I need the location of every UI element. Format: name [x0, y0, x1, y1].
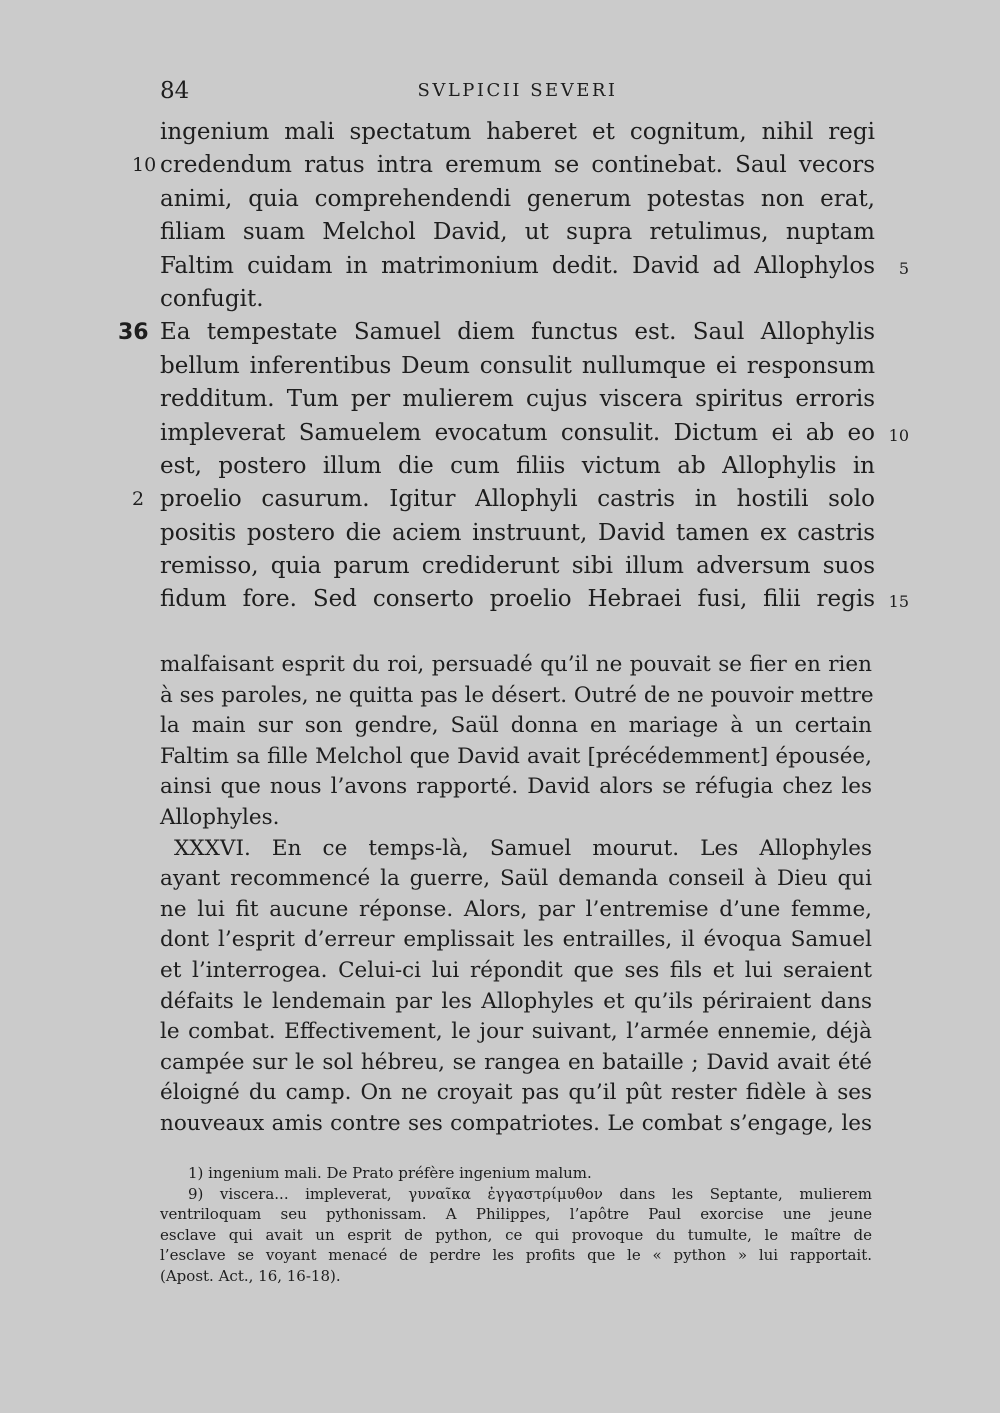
line-number: 5	[898, 258, 909, 278]
latin-line-text: bellum inferentibus Deum consulit nullumque ei responsum	[160, 352, 875, 379]
latin-line	[160, 550, 875, 583]
french-line: ne lui fit aucune réponse. Alors, par l’entremise d’une femme,	[160, 896, 872, 922]
french-line: malfaisant esprit du roi, persuadé qu’il ne pouvait se fier en rien	[160, 652, 872, 677]
latin-text-block	[118, 116, 909, 617]
footnote-line: (Apost. Act., 16, 16-18).	[160, 1266, 341, 1285]
latin-line-text: ingenium mali spectatum haberet et cognitum, nihil regi	[160, 119, 875, 145]
french-translation	[160, 650, 872, 1140]
latin-line	[160, 583, 909, 616]
latin-line	[160, 417, 909, 450]
french-line: Faltim sa fille Melchol que David avait [précédemment] épousée,	[160, 743, 872, 769]
line-number: 10	[888, 425, 909, 445]
footnote-line: esclave qui avait un esprit de python, ce qui provoque du tumulte, le maître de	[160, 1225, 872, 1244]
latin-line	[160, 116, 875, 149]
french-line: la main sur son gendre, Saül donna en mariage à un certain	[160, 713, 872, 739]
latin-line-text: credendum ratus intra eremum se continebat. Saul vecors	[160, 152, 875, 179]
footnote-line: 9) viscera... impleverat, γυναῖκα ἐγγαστρίμυθον dans les Septante, mulierem	[188, 1184, 872, 1203]
latin-line	[132, 483, 875, 516]
latin-line-text: filiam suam Melchol David, ut supra retulimus, nuptam	[160, 219, 875, 246]
latin-line	[118, 316, 875, 349]
french-line: ainsi que nous l’avons rapporté. David alors se réfugia chez les	[160, 774, 872, 800]
line-number: 10	[132, 154, 157, 177]
french-line: nouveaux amis contre ses compatriotes. Le combat s’engage, les	[160, 1110, 872, 1136]
latin-line	[160, 350, 875, 383]
french-line: le combat. Effectivement, le jour suivant, l’armée ennemie, déjà	[160, 1019, 872, 1045]
latin-line	[160, 383, 875, 416]
page-header	[160, 78, 875, 110]
french-line: dont l’esprit d’erreur emplissait les entrailles, il évoqua Samuel	[160, 927, 872, 953]
latin-line-text: Ea tempestate Samuel diem functus est. Saul Allophylis	[160, 319, 875, 346]
footnote-line: l’esclave se voyant menacé de perdre les profits que le « python » lui rapportait.	[160, 1246, 872, 1265]
latin-line	[160, 183, 875, 216]
line-number: 15	[888, 592, 909, 612]
french-line: défaits le lendemain par les Allophyles et qu’ils périraient dans	[160, 988, 872, 1014]
french-line: et l’interrogea. Celui-ci lui répondit que ses fils et lui seraient	[160, 957, 872, 983]
french-line: Allophyles.	[160, 804, 280, 830]
latin-line-text: remisso, quia parum crediderunt sibi illum adversum suos	[160, 553, 875, 580]
latin-line-text: Faltim cuidam in matrimonium dedit. David ad Allophylos	[160, 252, 875, 279]
footnotes	[160, 1163, 872, 1287]
latin-line-text: redditum. Tum per mulierem cujus viscera spiritus erroris	[160, 386, 875, 413]
latin-line	[160, 450, 875, 483]
french-line: éloigné du camp. On ne croyait pas qu’il pût rester fidèle à ses	[160, 1080, 872, 1106]
latin-line-text: impleverat Samuelem evocatum consulit. Dictum ei ab eo	[160, 419, 875, 446]
running-head: SVLPICII SEVERI	[417, 80, 618, 101]
latin-line	[160, 517, 875, 550]
latin-line	[132, 149, 875, 182]
page-number: 84	[160, 78, 190, 104]
section-number: 36	[118, 320, 149, 346]
line-number: 2	[132, 488, 145, 511]
french-line: à ses paroles, ne quitta pas le désert. Outré de ne pouvoir mettre	[160, 682, 874, 708]
latin-line	[160, 283, 875, 316]
footnote-line: 1) ingenium mali. De Prato préfère ingenium malum.	[188, 1164, 592, 1182]
latin-line-text: fidum fore. Sed conserto proelio Hebraei fusi, filii regis	[160, 586, 875, 613]
french-line: ayant recommencé la guerre, Saül demanda conseil à Dieu qui	[160, 866, 872, 892]
latin-line-text: est, postero illum die cum filiis victum ab Allophylis in	[160, 452, 875, 479]
latin-line-text: proelio casurum. Igitur Allophyli castris in hostili solo	[160, 486, 875, 513]
footnote-line: ventriloquam seu pythonissam. A Philippes, l’apôtre Paul exorcise une jeune	[160, 1205, 872, 1224]
latin-line	[160, 216, 875, 249]
latin-line-text: animi, quia comprehendendi generum potestas non erat,	[160, 185, 875, 212]
latin-line-text: positis postero die aciem instruunt, David tamen ex castris	[160, 519, 875, 546]
latin-line-text: confugit.	[160, 285, 264, 312]
french-line: XXXVI. En ce temps-là, Samuel mourut. Les Allophyles	[174, 835, 872, 861]
french-line: campée sur le sol hébreu, se rangea en bataille ; David avait été	[160, 1049, 872, 1075]
latin-line	[160, 250, 909, 283]
